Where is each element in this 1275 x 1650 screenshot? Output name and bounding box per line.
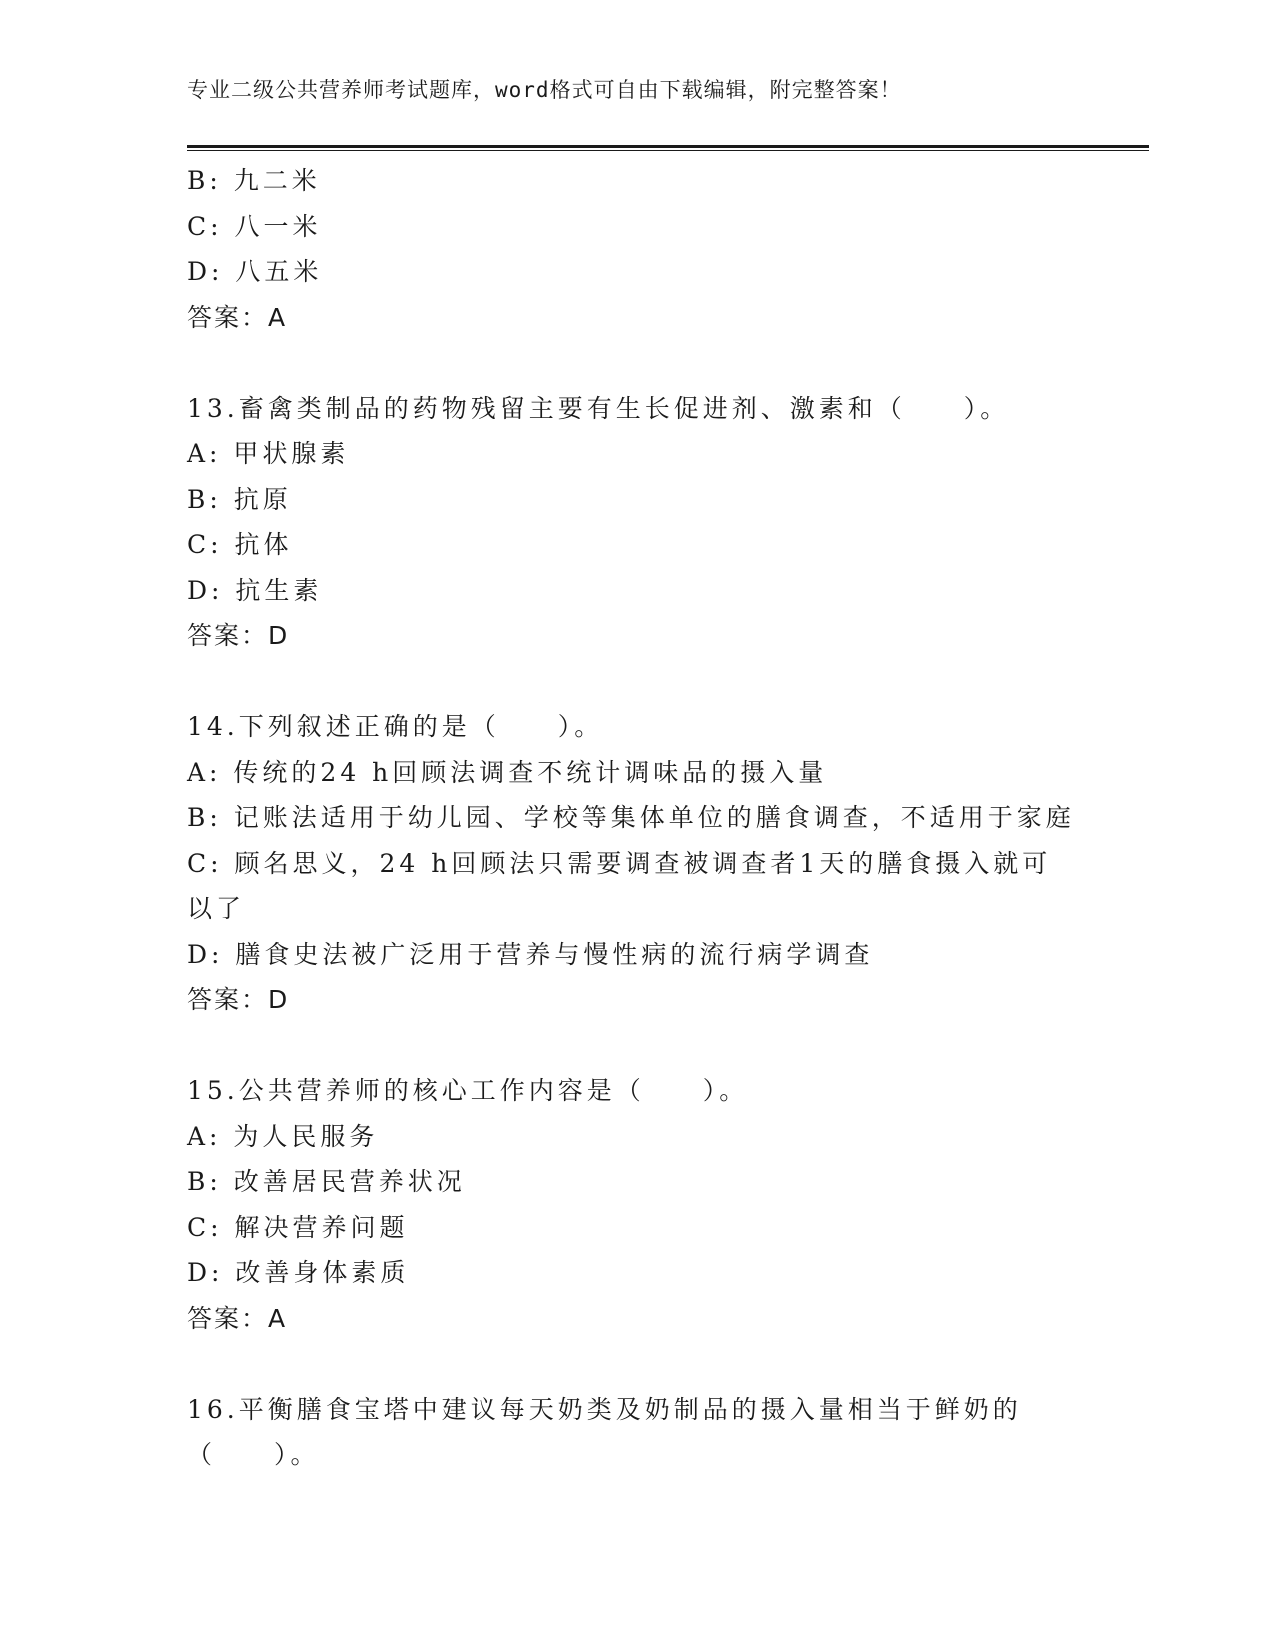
option-b: B: 抗原 bbox=[187, 484, 292, 514]
option-c: C: 八一米 bbox=[187, 211, 322, 241]
option-d: D: 八五米 bbox=[187, 257, 323, 286]
question-stem: 15.公共营养师的核心工作内容是（ ）。 bbox=[187, 1076, 749, 1105]
option-c: C: 顾名思义，24 h回顾法只需要调查被调查者1天的膳食摄入就可以了 bbox=[187, 848, 1052, 923]
option-c: C: 抗体 bbox=[187, 530, 293, 559]
answer: 答案：A bbox=[187, 1303, 288, 1333]
question-stem: 14.下列叙述正确的是（ ）。 bbox=[187, 712, 604, 741]
question-stem: 13.畜禽类制品的药物残留主要有生长促进剂、激素和（ ）。 bbox=[187, 393, 1010, 423]
question-stem: 16.平衡膳食宝塔中建议每天奶类及奶制品的摄入量相当于鲜奶的（ ）。 bbox=[187, 1394, 1022, 1469]
option-c: C: 解决营养问题 bbox=[187, 1212, 409, 1242]
header-rule bbox=[187, 145, 1149, 151]
option-b: B: 改善居民营养状况 bbox=[187, 1167, 466, 1196]
answer: 答案：A bbox=[187, 302, 288, 332]
option-d: D: 膳食史法被广泛用于营养与慢性病的流行病学调查 bbox=[187, 939, 874, 969]
option-a: A: 为人民服务 bbox=[187, 1121, 379, 1151]
option-d: D: 改善身体素质 bbox=[187, 1258, 410, 1287]
option-d: D: 抗生素 bbox=[187, 575, 323, 605]
answer: 答案：D bbox=[187, 621, 290, 650]
option-b: B: 九二米 bbox=[187, 166, 321, 195]
answer: 答案：D bbox=[187, 985, 290, 1014]
option-a: A: 传统的24 h回顾法调查不统计调味品的摄入量 bbox=[187, 757, 828, 787]
option-b: B: 记账法适用于幼儿园、学校等集体单位的膳食调查，不适用于家庭 bbox=[187, 803, 1075, 832]
option-a: A: 甲状腺素 bbox=[187, 439, 350, 468]
page-header: 专业二级公共营养师考试题库，word格式可自由下载编辑，附完整答案！ bbox=[187, 78, 902, 102]
question-content bbox=[187, 158, 1087, 1478]
